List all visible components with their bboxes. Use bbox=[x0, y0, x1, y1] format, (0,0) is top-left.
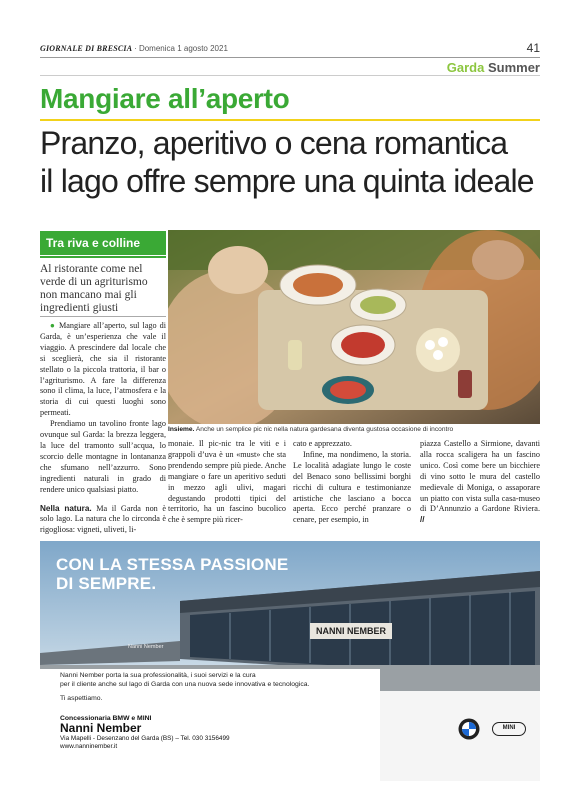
section-label-garda: Garda bbox=[446, 60, 485, 75]
ad-body-line-1: Nanni Nember porta la sua professionalità, i suoi servizi e la cura bbox=[60, 672, 256, 679]
article-kicker: Mangiare all’aperto bbox=[40, 83, 290, 114]
page-number: 41 bbox=[526, 41, 540, 55]
header-rule bbox=[40, 57, 540, 58]
photo-caption bbox=[168, 426, 540, 433]
dealer-info bbox=[60, 715, 230, 751]
dealer-website: www.nanninember.it bbox=[60, 743, 118, 750]
col4-paragraph: piazza Castello a Sirmione, davanti alla rocca scaligera ha un fascino unico. Così come bere un bicchiere di vino sotto le mura del castello medievale di Moniga, o assaporare un piatto con vista sulla casa-museo di D’Annunzio a Gardone Riviera. bbox=[420, 439, 540, 514]
article-column-2: monaie. Il pic-nic tra le viti e i grappoli d’uva è un «must» che sta prendendo sempre più piede. Anche mangiare o fare un aperitivo seduti in mezzo agli ulivi, magari degustando prodotti tipici del territorio, ha un fascino bucolico che è sempre più ricer- bbox=[168, 439, 286, 525]
col1-paragraph-2: Prendiamo un tavolino fronte lago ovunque sul Garda: la brezza leggera, la luce del tramonto sull’acqua, lo scorcio delle montagne in lontananza che sfumano nell’azzurro. Sono ingredienti naturali in grado di rendere unico qualsiasi piatto. bbox=[40, 419, 166, 494]
caption-lead: Insieme. bbox=[168, 426, 195, 433]
title-line-1: Pranzo, aperitivo o cena romantica bbox=[40, 125, 508, 161]
bullet-icon: ● bbox=[50, 321, 56, 330]
kicker-underline bbox=[40, 119, 540, 121]
ad-headline-line-2: DI SEMPRE. bbox=[56, 574, 157, 593]
col3-paragraph-1: cato e apprezzato. bbox=[293, 439, 352, 448]
ad-headline bbox=[56, 555, 288, 593]
tag-underline bbox=[40, 256, 166, 258]
section-label-summer: Summer bbox=[487, 60, 540, 75]
summary-rule bbox=[40, 316, 166, 317]
section-rule bbox=[40, 75, 540, 76]
col1-paragraph-1: Mangiare all’aperto, sul lago di Garda, è un’esperienza che vale il viaggio. A prescindere dal locale che si sceglierà, che sia il ristorante stellato o la piccola trattoria, il bar o l’agriturismo. A fare la differenza sono il clima, la luce, l’atmosfera e la storia di cui questi luoghi sono permeati. bbox=[40, 321, 166, 418]
section-label bbox=[447, 60, 540, 75]
dealer-address: Via Mapelli - Desenzano del Garda (BS) – Tel. 030 3156499 bbox=[60, 735, 230, 742]
bmw-dealer-advertisement bbox=[40, 541, 540, 781]
building-sign-small: Nanni Nember bbox=[128, 644, 164, 650]
page-header bbox=[40, 41, 540, 56]
mini-logo-icon: MINI bbox=[492, 722, 526, 736]
header-separator: · bbox=[134, 44, 137, 53]
dealer-name: Nanni Nember bbox=[60, 721, 142, 735]
article-title bbox=[40, 124, 540, 200]
ad-body-line-3: Ti aspettiamo. bbox=[60, 695, 103, 702]
article-column-4 bbox=[420, 439, 540, 526]
issue-date: Domenica 1 agosto 2021 bbox=[138, 44, 228, 53]
title-line-2: il lago offre sempre una quinta ideale bbox=[40, 163, 534, 199]
ad-headline-line-1: CON LA STESSA PASSIONE bbox=[56, 555, 289, 574]
caption-text: Anche un semplice pic nic nella natura gardesana diventa gustosa occasione di incontro bbox=[194, 426, 454, 433]
article-summary: Al ristorante come nel verde di un agriturismo non mancano mai gli ingredienti giusti bbox=[40, 263, 148, 314]
col1-paragraph-3: Ma il Garda non è solo lago. La natura che lo circonda è rigogliosa: vigneti, uliveti, li- bbox=[40, 503, 166, 535]
article-column-1 bbox=[40, 321, 166, 535]
dealer-type: Concessionaria BMW e MINI bbox=[60, 715, 152, 722]
subhead-nella-natura: Nella natura. bbox=[40, 503, 92, 513]
building-sign: NANNI NEMBER bbox=[310, 623, 392, 639]
section-tag: Tra riva e colline bbox=[40, 231, 166, 255]
picnic-photo-illustration bbox=[168, 230, 540, 424]
ad-body-line-2: per il cliente anche sul lago di Garda con una nuova sede innovativa e tecnologica. bbox=[60, 681, 310, 688]
article-end-mark: // bbox=[420, 515, 425, 525]
col3-paragraph-2: Infine, ma nondimeno, la storia. Le località adagiate lungo le coste del Benaco sono bellissimi borghi ricchi di cultura e testimonianze artistiche che lasciano a bocca aperta. Ecco perché pranzare o cenare, per esempio, in bbox=[293, 449, 411, 525]
ad-body bbox=[60, 671, 360, 703]
bmw-logo-icon bbox=[458, 718, 480, 740]
picnic-photo bbox=[168, 230, 540, 424]
article-column-3 bbox=[293, 439, 411, 526]
newspaper-name: GIORNALE DI BRESCIA bbox=[40, 44, 133, 53]
